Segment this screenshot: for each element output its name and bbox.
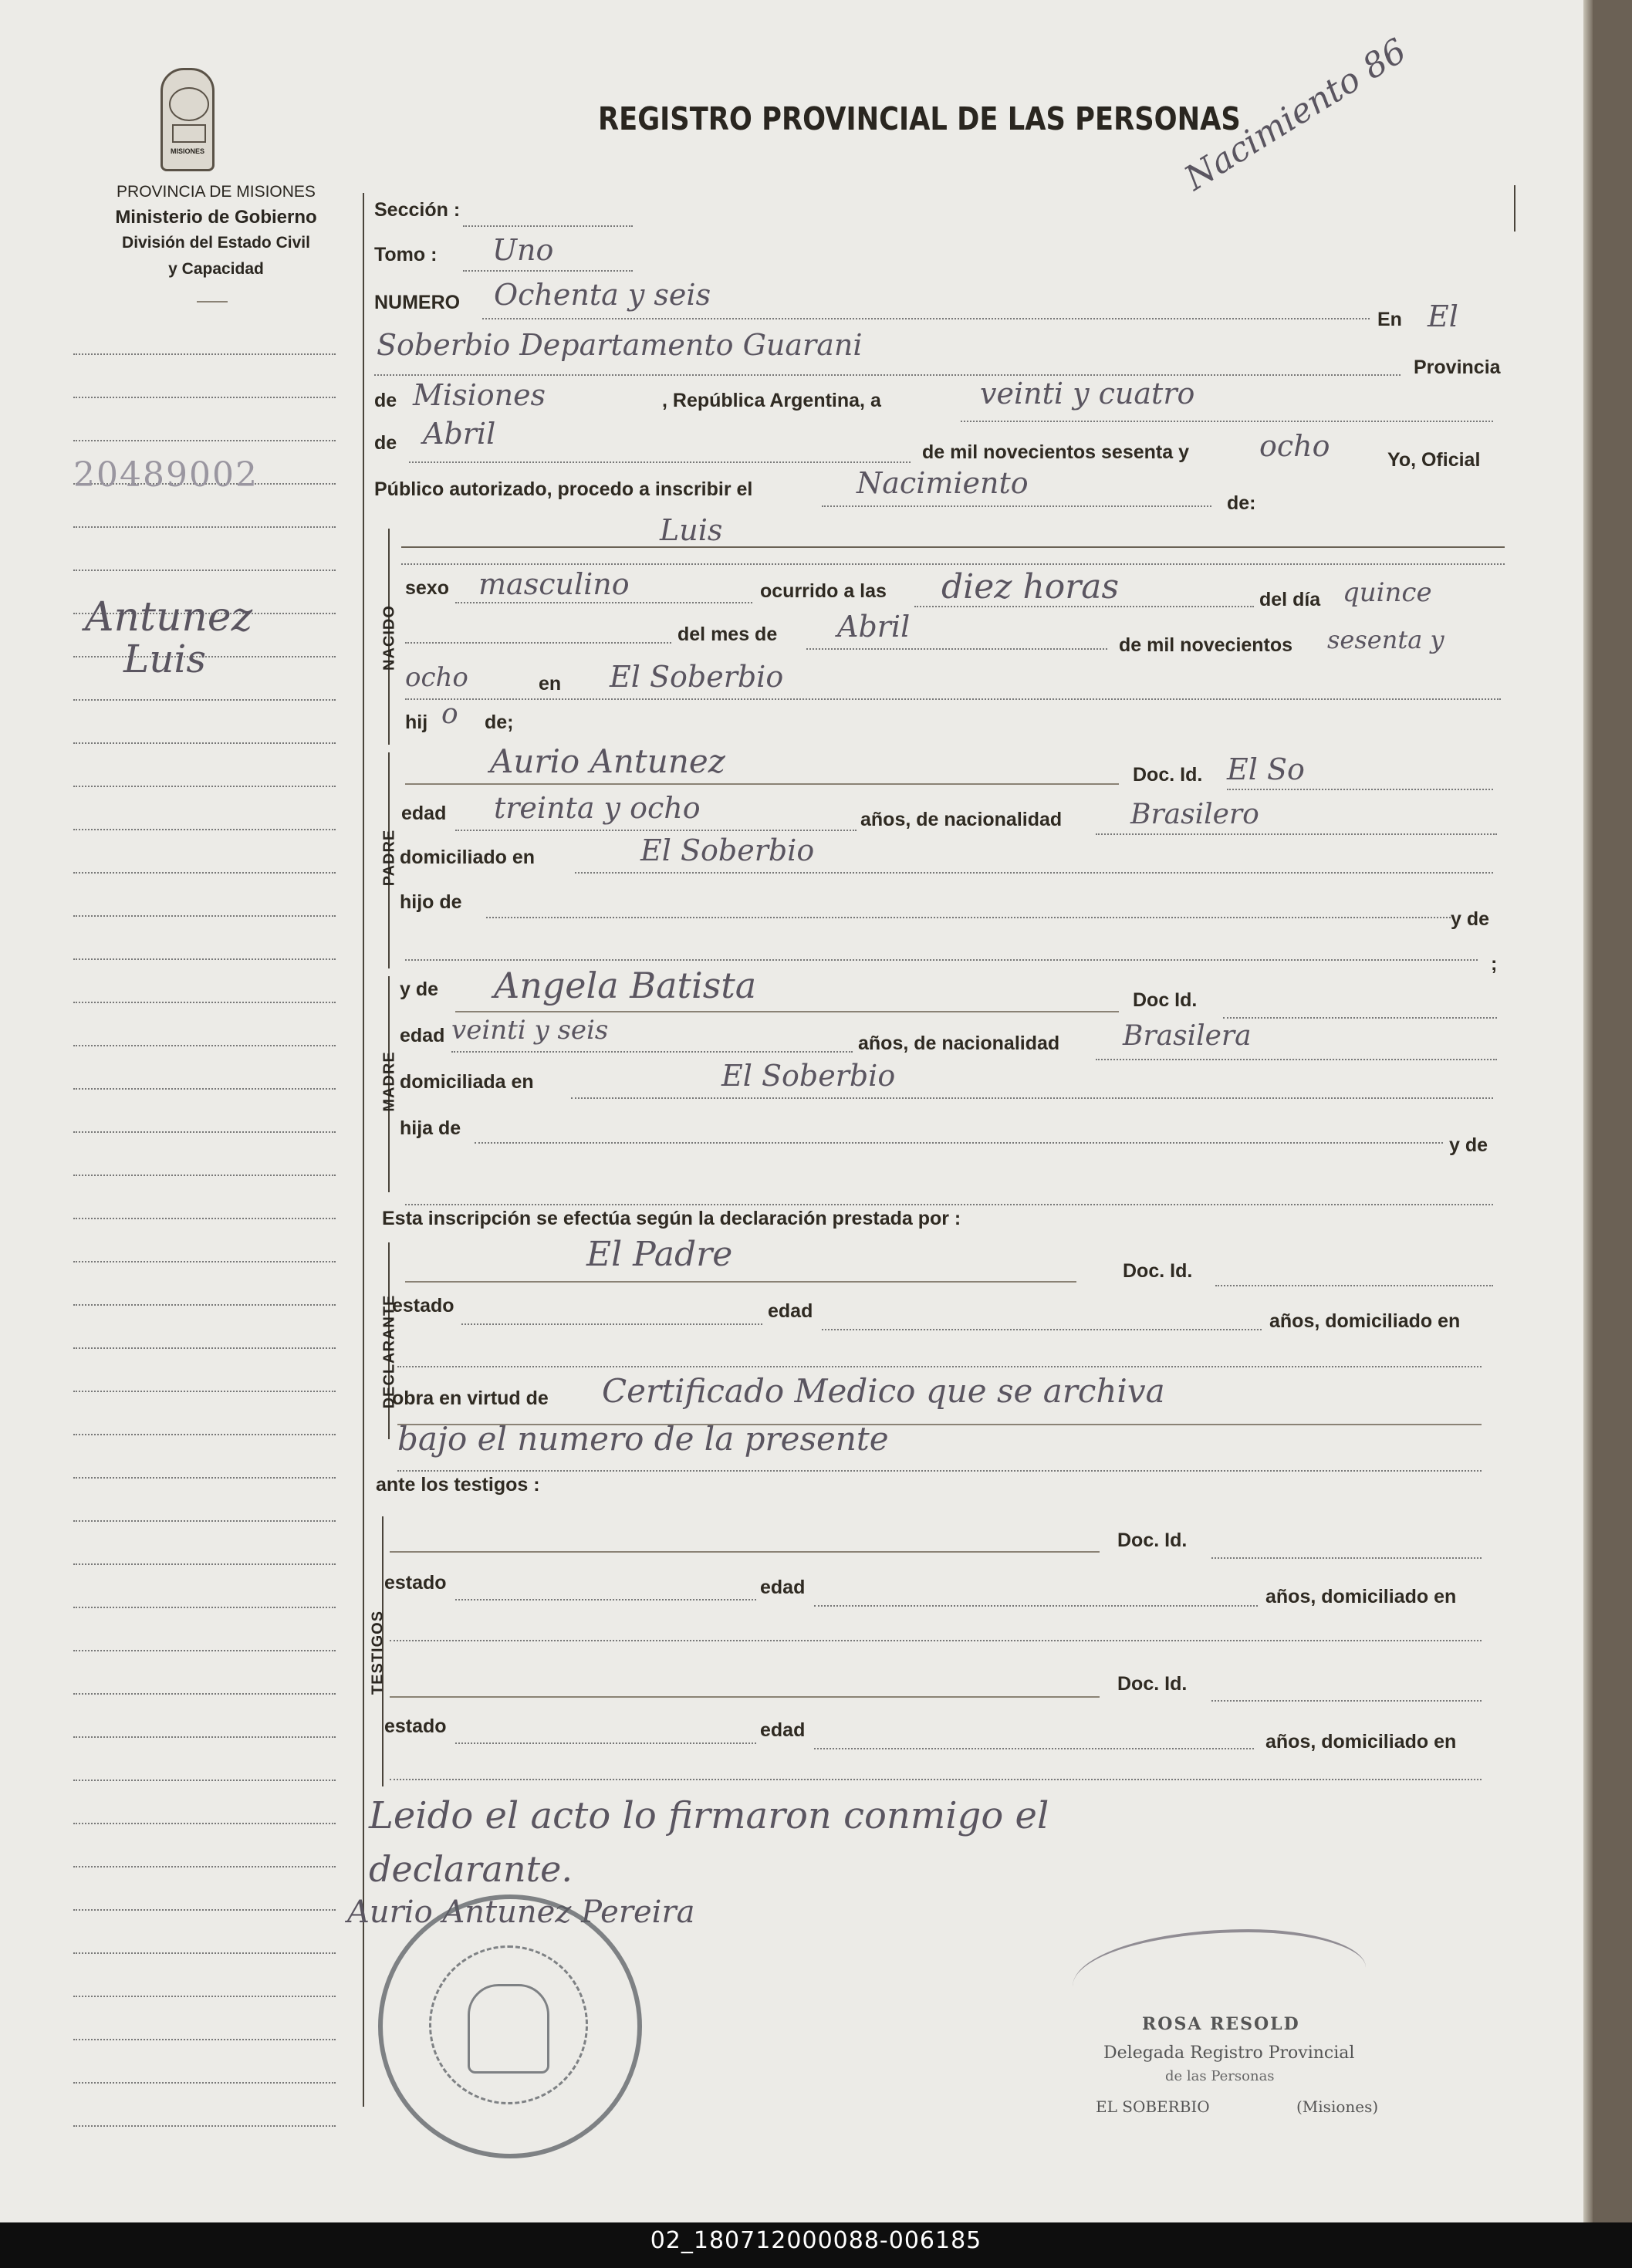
margin-ruled-line xyxy=(73,1952,336,1954)
acto-field[interactable] xyxy=(822,505,1211,507)
margin-ruled-line xyxy=(73,2082,336,2084)
margin-ruled-line xyxy=(73,1780,336,1781)
margin-ruled-line xyxy=(73,1088,336,1090)
official-stamp xyxy=(378,1895,642,2158)
del-mes-label: del mes de xyxy=(677,624,778,645)
book-edge xyxy=(1593,0,1632,2222)
en-value: El xyxy=(1428,299,1458,333)
sexo-field[interactable] xyxy=(455,602,752,603)
testigo2-doc-field[interactable] xyxy=(1211,1700,1482,1702)
madre-nac-field[interactable] xyxy=(1096,1059,1497,1060)
lugar-nac-field[interactable] xyxy=(405,698,1501,700)
tomo-value: Uno xyxy=(492,233,554,267)
declarante-estado-field[interactable] xyxy=(461,1323,762,1325)
margin-ruled-line xyxy=(73,1693,336,1695)
madre-hija-label: hija de xyxy=(400,1117,461,1139)
declarante-signature: Aurio Antunez Pereira xyxy=(347,1895,695,1930)
hij-label: hij xyxy=(405,711,428,733)
madre-section-label: MADRE xyxy=(380,1051,398,1112)
margin-ruled-line xyxy=(73,2039,336,2040)
ocurrido-label: ocurrido a las xyxy=(760,580,887,602)
padre-hijo-label: hijo de xyxy=(400,891,462,913)
padre-value: Aurio Antunez xyxy=(490,742,725,780)
madre-doc-label: Doc Id. xyxy=(1133,989,1198,1011)
ministry-label: Ministerio de Gobierno xyxy=(115,207,317,228)
fecha-dia-field[interactable] xyxy=(961,421,1493,422)
testigo1-estado-label: estado xyxy=(384,1572,447,1594)
capacity-label: y Capacidad xyxy=(168,260,264,278)
margin-ruled-line xyxy=(73,1347,336,1349)
padre-hijo-field[interactable] xyxy=(486,917,1451,918)
mes-value: Abril xyxy=(837,610,911,644)
form-border-right xyxy=(1514,185,1515,232)
numero-label: NUMERO xyxy=(374,292,461,313)
signature-role-2: de las Personas xyxy=(1165,2068,1275,2084)
madre-edad-value: veinti y seis xyxy=(451,1015,609,1046)
province-label: PROVINCIA DE MISIONES xyxy=(117,183,316,201)
hora-field[interactable] xyxy=(914,606,1254,607)
testigo1-doc-label: Doc. Id. xyxy=(1117,1529,1188,1551)
madre-yde3-field[interactable] xyxy=(405,1204,1493,1205)
margin-ruled-line xyxy=(73,1866,336,1867)
padre-nac-value: Brasilero xyxy=(1130,799,1259,830)
signature-role-1: Delegada Registro Provincial xyxy=(1103,2043,1355,2063)
padre-section-label: PADRE xyxy=(380,829,398,887)
testigo2-edad-label: edad xyxy=(760,1719,806,1741)
padre-nac-label: años, de nacionalidad xyxy=(860,809,1063,830)
anio-value: ocho xyxy=(1259,429,1330,463)
margin-ruled-line xyxy=(73,1563,336,1565)
hora-value: diez horas xyxy=(941,567,1120,607)
margin-ruled-line xyxy=(73,1520,336,1522)
en2-label: en xyxy=(539,673,562,695)
de3-label: de; xyxy=(485,711,514,733)
madre-yde-label: y de xyxy=(400,979,439,1000)
margin-ruled-line xyxy=(73,1261,336,1262)
declarante-value: El Padre xyxy=(586,1235,733,1274)
lugar-nac-value: El Soberbio xyxy=(610,660,784,694)
margin-ruled-line xyxy=(73,1650,336,1651)
margin-ruled-line xyxy=(73,2125,336,2127)
margin-ruled-line xyxy=(73,1131,336,1133)
signature-place: EL SOBERBIO xyxy=(1096,2097,1210,2116)
mes-pre-field xyxy=(405,642,671,644)
en-label: En xyxy=(1377,309,1402,330)
de-mil-label: de mil novecientos xyxy=(1119,634,1293,656)
acto-value: Nacimiento xyxy=(857,466,1029,500)
testigo1-edad-label: edad xyxy=(760,1577,806,1598)
padre-doc-field[interactable] xyxy=(1227,789,1493,790)
lugar-field[interactable] xyxy=(374,374,1401,376)
declarante-edad-field[interactable] xyxy=(822,1329,1262,1330)
hij-suffix-value: o xyxy=(441,698,458,730)
margin-ruled-line xyxy=(73,1736,336,1738)
division-label: División del Estado Civil xyxy=(122,234,310,252)
testigo2-estado-field[interactable] xyxy=(455,1742,756,1744)
margin-ruled-line xyxy=(73,1045,336,1046)
madre-hija-field[interactable] xyxy=(475,1142,1443,1144)
declarante-section-label: DECLARANTE xyxy=(380,1294,398,1409)
inscripcion-label: Esta inscripción se efectúa según la declaración prestada por : xyxy=(382,1208,961,1229)
provincia-label: Provincia xyxy=(1414,357,1501,378)
testigo2-field[interactable] xyxy=(390,1696,1100,1698)
image-code: 02_180712000088-006185 xyxy=(650,2227,982,2254)
padre-dom-value: El Soberbio xyxy=(640,833,815,867)
declarante-edad-label: edad xyxy=(768,1300,813,1322)
padre-dom-label: domiciliado en xyxy=(400,847,536,868)
seccion-field[interactable] xyxy=(463,225,633,227)
signature-name: ROSA RESOLD xyxy=(1142,2014,1300,2034)
testigo1-field[interactable] xyxy=(390,1551,1100,1553)
dia-value: quince xyxy=(1343,577,1432,608)
padre-field[interactable] xyxy=(405,783,1119,785)
margin-ruled-line xyxy=(73,829,336,830)
obra-value-1: Certificado Medico que se archiva xyxy=(602,1372,1165,1410)
margin-ruled-line xyxy=(73,1175,336,1176)
padre-doc-value: El So xyxy=(1227,752,1305,786)
fecha-mes-value: Abril xyxy=(423,417,496,451)
mil-label: de mil novecientos sesenta y xyxy=(922,441,1189,463)
margin-ruled-line xyxy=(73,1477,336,1479)
de2-label: de xyxy=(374,432,397,454)
declarante-doc-field[interactable] xyxy=(1215,1285,1493,1286)
numero-value: Ochenta y seis xyxy=(494,278,711,312)
testigo1-doc-field[interactable] xyxy=(1211,1557,1482,1559)
publico-label: Público autorizado, procedo a inscribir el xyxy=(374,478,753,500)
yo-oficial-label: Yo, Oficial xyxy=(1387,449,1481,471)
leido-line-1: Leido el acto lo firmaron conmigo el xyxy=(369,1794,1049,1837)
de-label: de xyxy=(374,390,397,411)
testigo2-dom-field[interactable] xyxy=(390,1779,1482,1780)
padre-edad-value: treinta y ocho xyxy=(494,791,701,825)
obra-label: obra en virtud de xyxy=(392,1388,549,1409)
margin-ruled-line xyxy=(73,1304,336,1306)
madre-yde3-label: y de xyxy=(1449,1134,1488,1156)
madre-field[interactable] xyxy=(455,1011,1119,1012)
margin-ruled-line xyxy=(73,397,336,398)
margin-name: Luis xyxy=(123,637,207,681)
margin-ruled-line xyxy=(73,1218,336,1219)
margin-ruled-line xyxy=(73,872,336,874)
sexo-label: sexo xyxy=(405,577,449,599)
margin-number: 20489002 xyxy=(73,455,258,495)
anio-nac-2-value: ocho xyxy=(405,662,468,693)
margin-ruled-line xyxy=(73,1434,336,1435)
margin-ruled-line xyxy=(73,958,336,960)
form-border xyxy=(363,193,364,2107)
margin-ruled-line xyxy=(73,526,336,528)
madre-nac-label: años, de nacionalidad xyxy=(858,1033,1060,1054)
margin-ruled-line xyxy=(73,699,336,701)
padre-edad-label: edad xyxy=(401,803,447,824)
margin-ruled-line xyxy=(73,1996,336,1997)
nombre-field[interactable] xyxy=(401,546,1505,548)
fecha-dia-value: veinti y cuatro xyxy=(980,377,1195,411)
madre-nac-value: Brasilera xyxy=(1123,1020,1252,1052)
del-dia-label: del día xyxy=(1259,589,1321,610)
margin-ruled-line xyxy=(73,1909,336,1911)
margin-ruled-line xyxy=(73,915,336,917)
fecha-mes-field[interactable] xyxy=(409,461,911,463)
margin-ruled-line xyxy=(73,1607,336,1608)
padre-doc-label: Doc. Id. xyxy=(1133,764,1203,786)
mes-field[interactable] xyxy=(806,648,1107,650)
province-seal xyxy=(160,68,215,171)
republica-label: , República Argentina, a xyxy=(662,390,881,411)
margin-note: Nacimiento 86 xyxy=(1178,31,1414,199)
declarante-anos-label: años, domiciliado en xyxy=(1269,1310,1461,1332)
nacido-section-label: NACIDO xyxy=(380,605,398,671)
lugar-value: Soberbio Departamento Guarani xyxy=(377,328,863,362)
seal-text: MISIONES xyxy=(170,147,204,155)
margin-ruled-line xyxy=(73,1002,336,1003)
tomo-field[interactable] xyxy=(463,270,633,272)
declarante-doc-label: Doc. Id. xyxy=(1123,1260,1193,1282)
numero-field[interactable] xyxy=(482,318,1370,319)
padre-nac-field[interactable] xyxy=(1096,833,1497,835)
testigo2-edad-field[interactable] xyxy=(814,1748,1254,1749)
padre-dom-field[interactable] xyxy=(575,872,1493,874)
page-shadow xyxy=(1583,0,1593,2222)
header-divider xyxy=(197,301,228,303)
madre-edad-field[interactable] xyxy=(451,1051,853,1053)
testigo1-dom-field[interactable] xyxy=(390,1640,1482,1641)
declarante-dom-field[interactable] xyxy=(397,1366,1482,1367)
madre-edad-label: edad xyxy=(400,1025,445,1046)
padre-edad-field[interactable] xyxy=(455,830,857,831)
signature-prov: (Misiones) xyxy=(1296,2097,1379,2116)
margin-ruled-line xyxy=(73,1823,336,1824)
margin-surname: Antunez xyxy=(85,594,253,641)
madre-dom-label: domiciliada en xyxy=(400,1071,534,1093)
padre-yde-field[interactable] xyxy=(405,959,1478,961)
leido-line-2: declarante. xyxy=(369,1848,573,1890)
provincia-value: Misiones xyxy=(413,378,546,412)
declarante-estado-label: estado xyxy=(392,1295,454,1317)
margin-ruled-line xyxy=(73,353,336,355)
margin-ruled-line xyxy=(73,786,336,787)
margin-ruled-line xyxy=(73,1391,336,1392)
declarante-field[interactable] xyxy=(405,1281,1076,1283)
nombre-value: Luis xyxy=(660,513,723,547)
tomo-label: Tomo : xyxy=(374,244,438,265)
testigo1-edad-field[interactable] xyxy=(814,1605,1258,1607)
testigo2-doc-label: Doc. Id. xyxy=(1117,1673,1188,1695)
page-title: REGISTRO PROVINCIAL DE LAS PERSONAS xyxy=(598,100,1241,137)
de-colon-label: de: xyxy=(1227,492,1256,514)
testigo2-anos-label: años, domiciliado en xyxy=(1265,1731,1457,1753)
seccion-label: Sección : xyxy=(374,199,461,221)
ante-label: ante los testigos : xyxy=(376,1474,540,1496)
testigo1-anos-label: años, domiciliado en xyxy=(1265,1586,1457,1607)
testigos-section-label: TESTIGOS xyxy=(369,1610,387,1695)
nombre-field-2 xyxy=(401,563,1505,565)
anio-nac-1-value: sesenta y xyxy=(1327,625,1444,654)
sexo-value: masculino xyxy=(478,567,630,601)
madre-value: Angela Batista xyxy=(494,965,757,1006)
padre-yde-label: y de xyxy=(1451,908,1490,930)
madre-doc-field[interactable] xyxy=(1223,1017,1497,1019)
madre-dom-value: El Soberbio xyxy=(721,1059,896,1093)
margin-ruled-line xyxy=(73,440,336,441)
testigo1-estado-field[interactable] xyxy=(455,1599,756,1600)
margin-ruled-line xyxy=(73,742,336,744)
obra-value-2: bajo el numero de la presente xyxy=(397,1420,889,1458)
padre-semicolon: ; xyxy=(1491,953,1498,975)
madre-dom-field[interactable] xyxy=(571,1097,1493,1099)
testigo2-estado-label: estado xyxy=(384,1715,447,1737)
obra-field-2[interactable] xyxy=(397,1470,1482,1472)
margin-ruled-line xyxy=(73,570,336,571)
